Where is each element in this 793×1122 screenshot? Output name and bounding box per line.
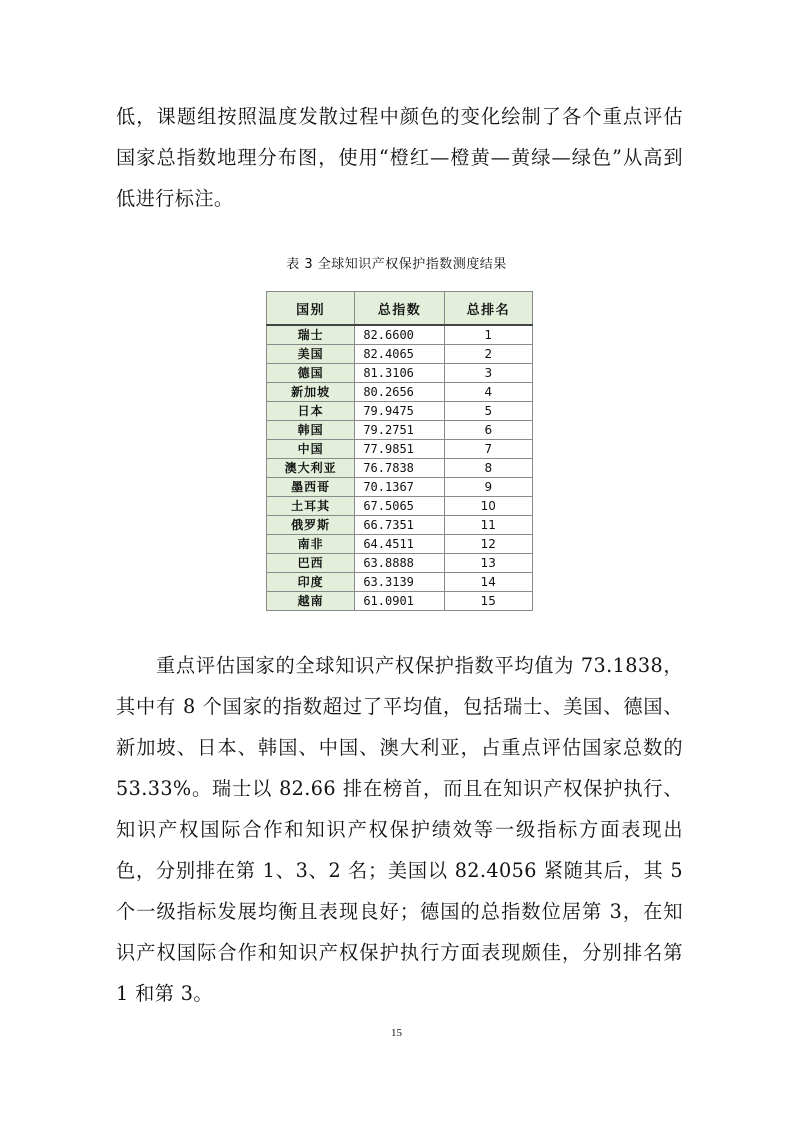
table-row: [267, 402, 533, 421]
index-table: [266, 291, 533, 611]
table-row: [267, 592, 533, 611]
table-row: [267, 554, 533, 573]
index-cell: 77.9851: [355, 440, 444, 459]
table-row: [267, 478, 533, 497]
index-cell: 80.2656: [355, 383, 444, 402]
country-cell: 德国: [267, 364, 355, 383]
rank-cell: 9: [444, 478, 532, 497]
table-row: [267, 440, 533, 459]
rank-cell: 13: [444, 554, 532, 573]
rank-cell: 6: [444, 421, 532, 440]
index-cell: 67.5065: [355, 497, 444, 516]
table-row: [267, 573, 533, 592]
country-cell: 中国: [267, 440, 355, 459]
table-row: [267, 459, 533, 478]
country-cell: 瑞士: [267, 325, 355, 345]
country-cell: 俄罗斯: [267, 516, 355, 535]
country-cell: 土耳其: [267, 497, 355, 516]
table-row: [267, 383, 533, 402]
index-cell: 63.8888: [355, 554, 444, 573]
rank-cell: 7: [444, 440, 532, 459]
table-row: [267, 516, 533, 535]
table-header-row: [267, 292, 533, 326]
rank-cell: 4: [444, 383, 532, 402]
country-cell: 美国: [267, 345, 355, 364]
country-cell: 南非: [267, 535, 355, 554]
table-row: [267, 345, 533, 364]
index-cell: 82.4065: [355, 345, 444, 364]
index-cell: 66.7351: [355, 516, 444, 535]
index-cell: 81.3106: [355, 364, 444, 383]
table-caption: 表 3 全球知识产权保护指数测度结果: [286, 257, 507, 272]
country-cell: 日本: [267, 402, 355, 421]
rank-cell: 15: [444, 592, 532, 611]
table-row: [267, 535, 533, 554]
index-cell: 76.7838: [355, 459, 444, 478]
table-body: [267, 325, 533, 611]
country-cell: 墨西哥: [267, 478, 355, 497]
rank-cell: 10: [444, 497, 532, 516]
country-cell: 新加坡: [267, 383, 355, 402]
rank-cell: 5: [444, 402, 532, 421]
rank-cell: 2: [444, 345, 532, 364]
index-cell: 63.3139: [355, 573, 444, 592]
rank-cell: 14: [444, 573, 532, 592]
table-row: [267, 364, 533, 383]
rank-cell: 12: [444, 535, 532, 554]
rank-cell: 8: [444, 459, 532, 478]
column-header-index: 总指数: [355, 292, 444, 326]
rank-cell: 11: [444, 516, 532, 535]
rank-cell: 3: [444, 364, 532, 383]
country-cell: 印度: [267, 573, 355, 592]
country-cell: 巴西: [267, 554, 355, 573]
country-cell: 韩国: [267, 421, 355, 440]
index-cell: 61.0901: [355, 592, 444, 611]
index-cell: 64.4511: [355, 535, 444, 554]
paragraph-bottom: 重点评估国家的全球知识产权保护指数平均值为 73.1838，其中有 8 个国家的指数超过了平均值，包括瑞士、美国、德国、新加坡、日本、韩国、中国、澳大利亚，占重点评估国家总数的 53.33%。瑞士以 82.66 排在榜首，而且在知识产权保护执行、知识产权国际合作和知识产权保护绩效等一级指标方面表现出色，分别排在第 1、3、2 名；美国以 82.4056 紧随其后，其 5 个一级指标发展均衡且表现良好；德国的总指数位居第 3，在知识产权国际合作和知识产权保护执行方面表现颇佳，分别排名第 1 和第 3。: [116, 654, 683, 1005]
column-header-country: 国别: [267, 292, 355, 326]
table-row: [267, 325, 533, 345]
index-cell: 82.6600: [355, 325, 444, 345]
page-number: 15: [391, 1027, 402, 1039]
rank-cell: 1: [444, 325, 532, 345]
table-header: [267, 292, 533, 326]
index-cell: 70.1367: [355, 478, 444, 497]
paragraph-top: 低，课题组按照温度发散过程中颜色的变化绘制了各个重点评估国家总指数地理分布图，使用“橙红—橙黄—黄绿—绿色”从高到低进行标注。: [116, 105, 683, 210]
index-cell: 79.9475: [355, 402, 444, 421]
country-cell: 澳大利亚: [267, 459, 355, 478]
column-header-rank: 总排名: [444, 292, 532, 326]
table-row: [267, 497, 533, 516]
country-cell: 越南: [267, 592, 355, 611]
table-row: [267, 421, 533, 440]
index-cell: 79.2751: [355, 421, 444, 440]
